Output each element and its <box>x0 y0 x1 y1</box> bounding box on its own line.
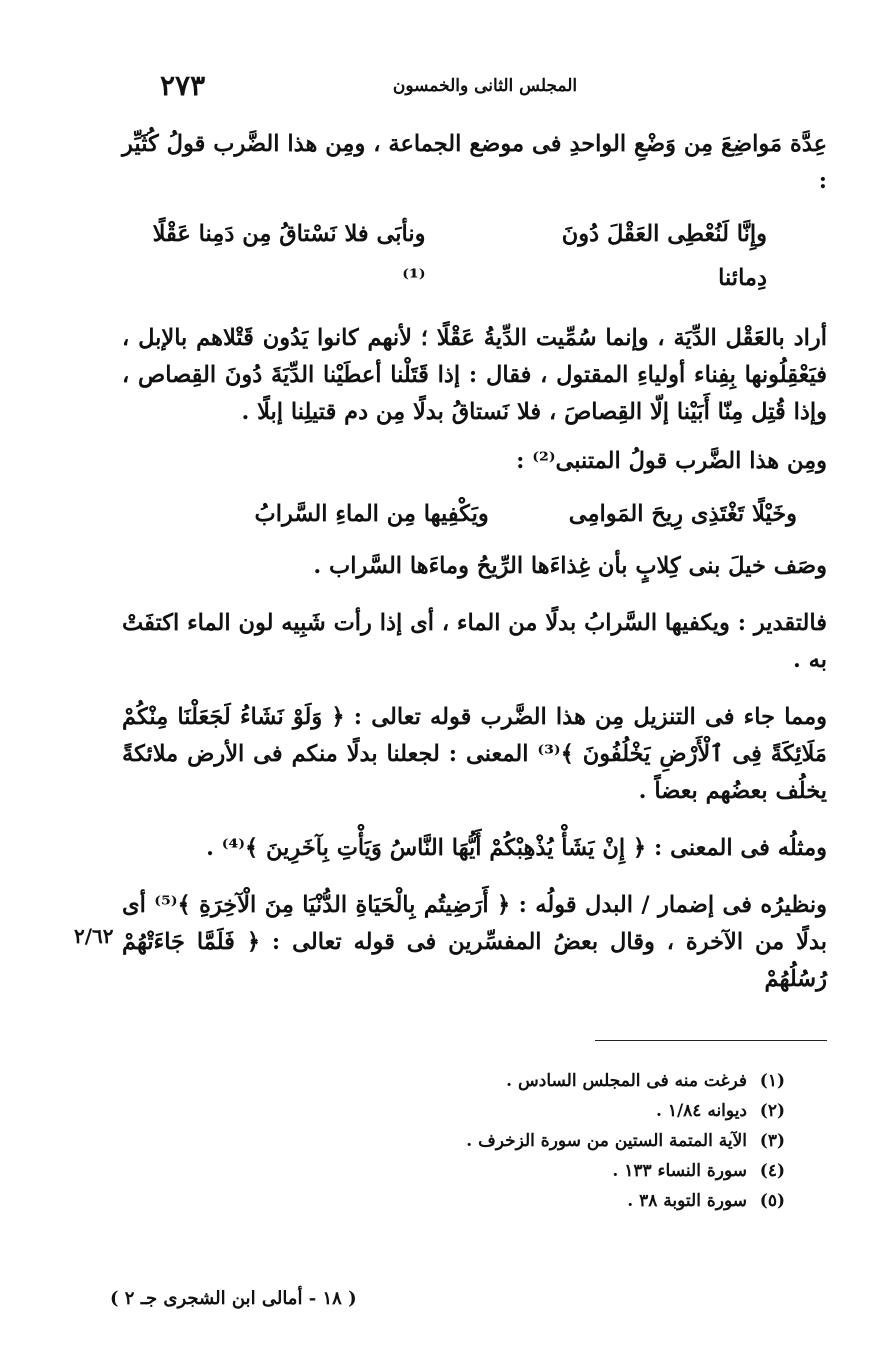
footnote <box>300 1126 785 1156</box>
paragraph-1: عِدَّة مَواضِعَ مِن وَضْعِ الواحدِ فى موضع الجماعة ، ومِن هذا الضَّرب قولُ كُثَيِّر : <box>122 131 827 194</box>
footnote-number: (٢) <box>759 1101 785 1121</box>
footnote-divider <box>595 1040 827 1041</box>
footnotes <box>300 1066 785 1216</box>
running-title: المجلس الثانى والخمسون <box>392 76 578 96</box>
page-header <box>140 66 830 106</box>
verse-1-first-hemistich: وإِنَّا لَنُعْطِى العَقْلَ دُونَ دِمائنا <box>561 221 767 291</box>
footnote-text: الآية المتمة الستين من سورة الزخرف . <box>466 1131 747 1151</box>
footnote-text: سورة النساء ١٣٣ . <box>612 1161 747 1181</box>
verse-mutanabbi <box>122 492 827 536</box>
paragraph-4: وصَف خيلَ بنى كِلابٍ بأن غِذاءَها الرِّيحُ وماءَها السَّراب . <box>313 553 827 579</box>
main-text <box>122 126 827 998</box>
margin-reference: ٢/٦٢ <box>74 924 114 948</box>
paragraph-5: فالتقدير : ويكفيها السَّرابُ بدلًا من الماء ، أى إذا رأت شَبِيه لون الماء اكتفَتْ به . <box>122 610 827 673</box>
page-number: ٢٧٣ <box>160 69 206 102</box>
paragraph-7: ومثلُه فى المعنى : ﴿ إِنْ يَشَأْ يُذْهِبْكُمْ أَيُّهَا النَّاسُ وَيَأْتِ بِآخَرِينَ ﴾⁽⁴⁾ . <box>206 835 827 861</box>
footnote-text: سورة التوبة ٣٨ . <box>627 1191 747 1211</box>
paragraph-2: أراد بالعَقْل الدِّيَة ، وإنما سُمِّيت الدِّيةُ عَقْلًا ؛ لأنهم كانوا يَدُون قَتْلاهم بالإبل ، فيَعْقِلُونها بِفِناء أولياءِ المقتول ، فقال : إذا قَتَلْنا أعطَيْنا الدِّيَةَ دُونَ القِصاص ، وإذا قُتِل مِنّا أَبَيْنا إلّا القِصاصَ ، فلا نَستاقُ بدلًا مِن دم قتيلِنا إبلًا . <box>122 325 827 425</box>
footnote-number: (٥) <box>759 1191 785 1211</box>
footnote <box>300 1066 785 1096</box>
footnote-number: (٣) <box>759 1131 785 1151</box>
footnote-number: (١) <box>759 1071 785 1091</box>
footnote <box>300 1096 785 1126</box>
footnote <box>300 1156 785 1186</box>
paragraph-6: ومما جاء فى التنزيل مِن هذا الضَّرب قوله تعالى : ﴿ وَلَوْ نَشَاءُ لَجَعَلْنَا مِنْكُمْ مَلَائِكَةً فِى ٱلْأَرْضِ يَخْلُفُونَ ﴾⁽³⁾ المعنى : لجعلنا بدلًا منكم فى الأرض ملائكةً يخلُف بعضُهم بعضاً . <box>122 704 827 804</box>
footnote <box>300 1186 785 1216</box>
verse-1-second-hemistich: ونأبَى فلا نَسْتاقُ مِن دَمِنا عَقْلًا ⁽¹⁾ <box>152 221 426 291</box>
verse-kuthayyir <box>122 212 827 300</box>
paragraph-8: ونظيرُه فى إضمار / البدل قولُه : ﴿ أَرَضِيتُم بِالْحَيَاةِ الدُّنْيَا مِنَ الْآخِرَةِ ﴾⁽⁵⁾ أى بدلًا من الآخرة ، وقال بعضُ المفسِّرين فى قوله تعالى : ﴿ فَلَمَّا جَاءَتْهُمْ رُسُلُهُمْ <box>122 892 827 992</box>
footnote-number: (٤) <box>759 1161 785 1181</box>
footnote-text: فرغت منه فى المجلس السادس . <box>506 1071 747 1091</box>
verse-2-second-hemistich: ويَكْفِيها مِن الماءِ السَّرابُ <box>254 501 489 527</box>
printer-signature: ( ١٨ - أمالى ابن الشجرى جـ ٢ ) <box>110 1288 357 1309</box>
paragraph-3: ومِن هذا الضَّرب قولُ المتنبى⁽²⁾ : <box>516 448 827 474</box>
footnote-text: ديوانه ١/٨٤ . <box>655 1101 747 1121</box>
verse-2-first-hemistich: وخَيْلًا تَغْتَذِى رِيحَ المَوامِى <box>568 501 797 527</box>
